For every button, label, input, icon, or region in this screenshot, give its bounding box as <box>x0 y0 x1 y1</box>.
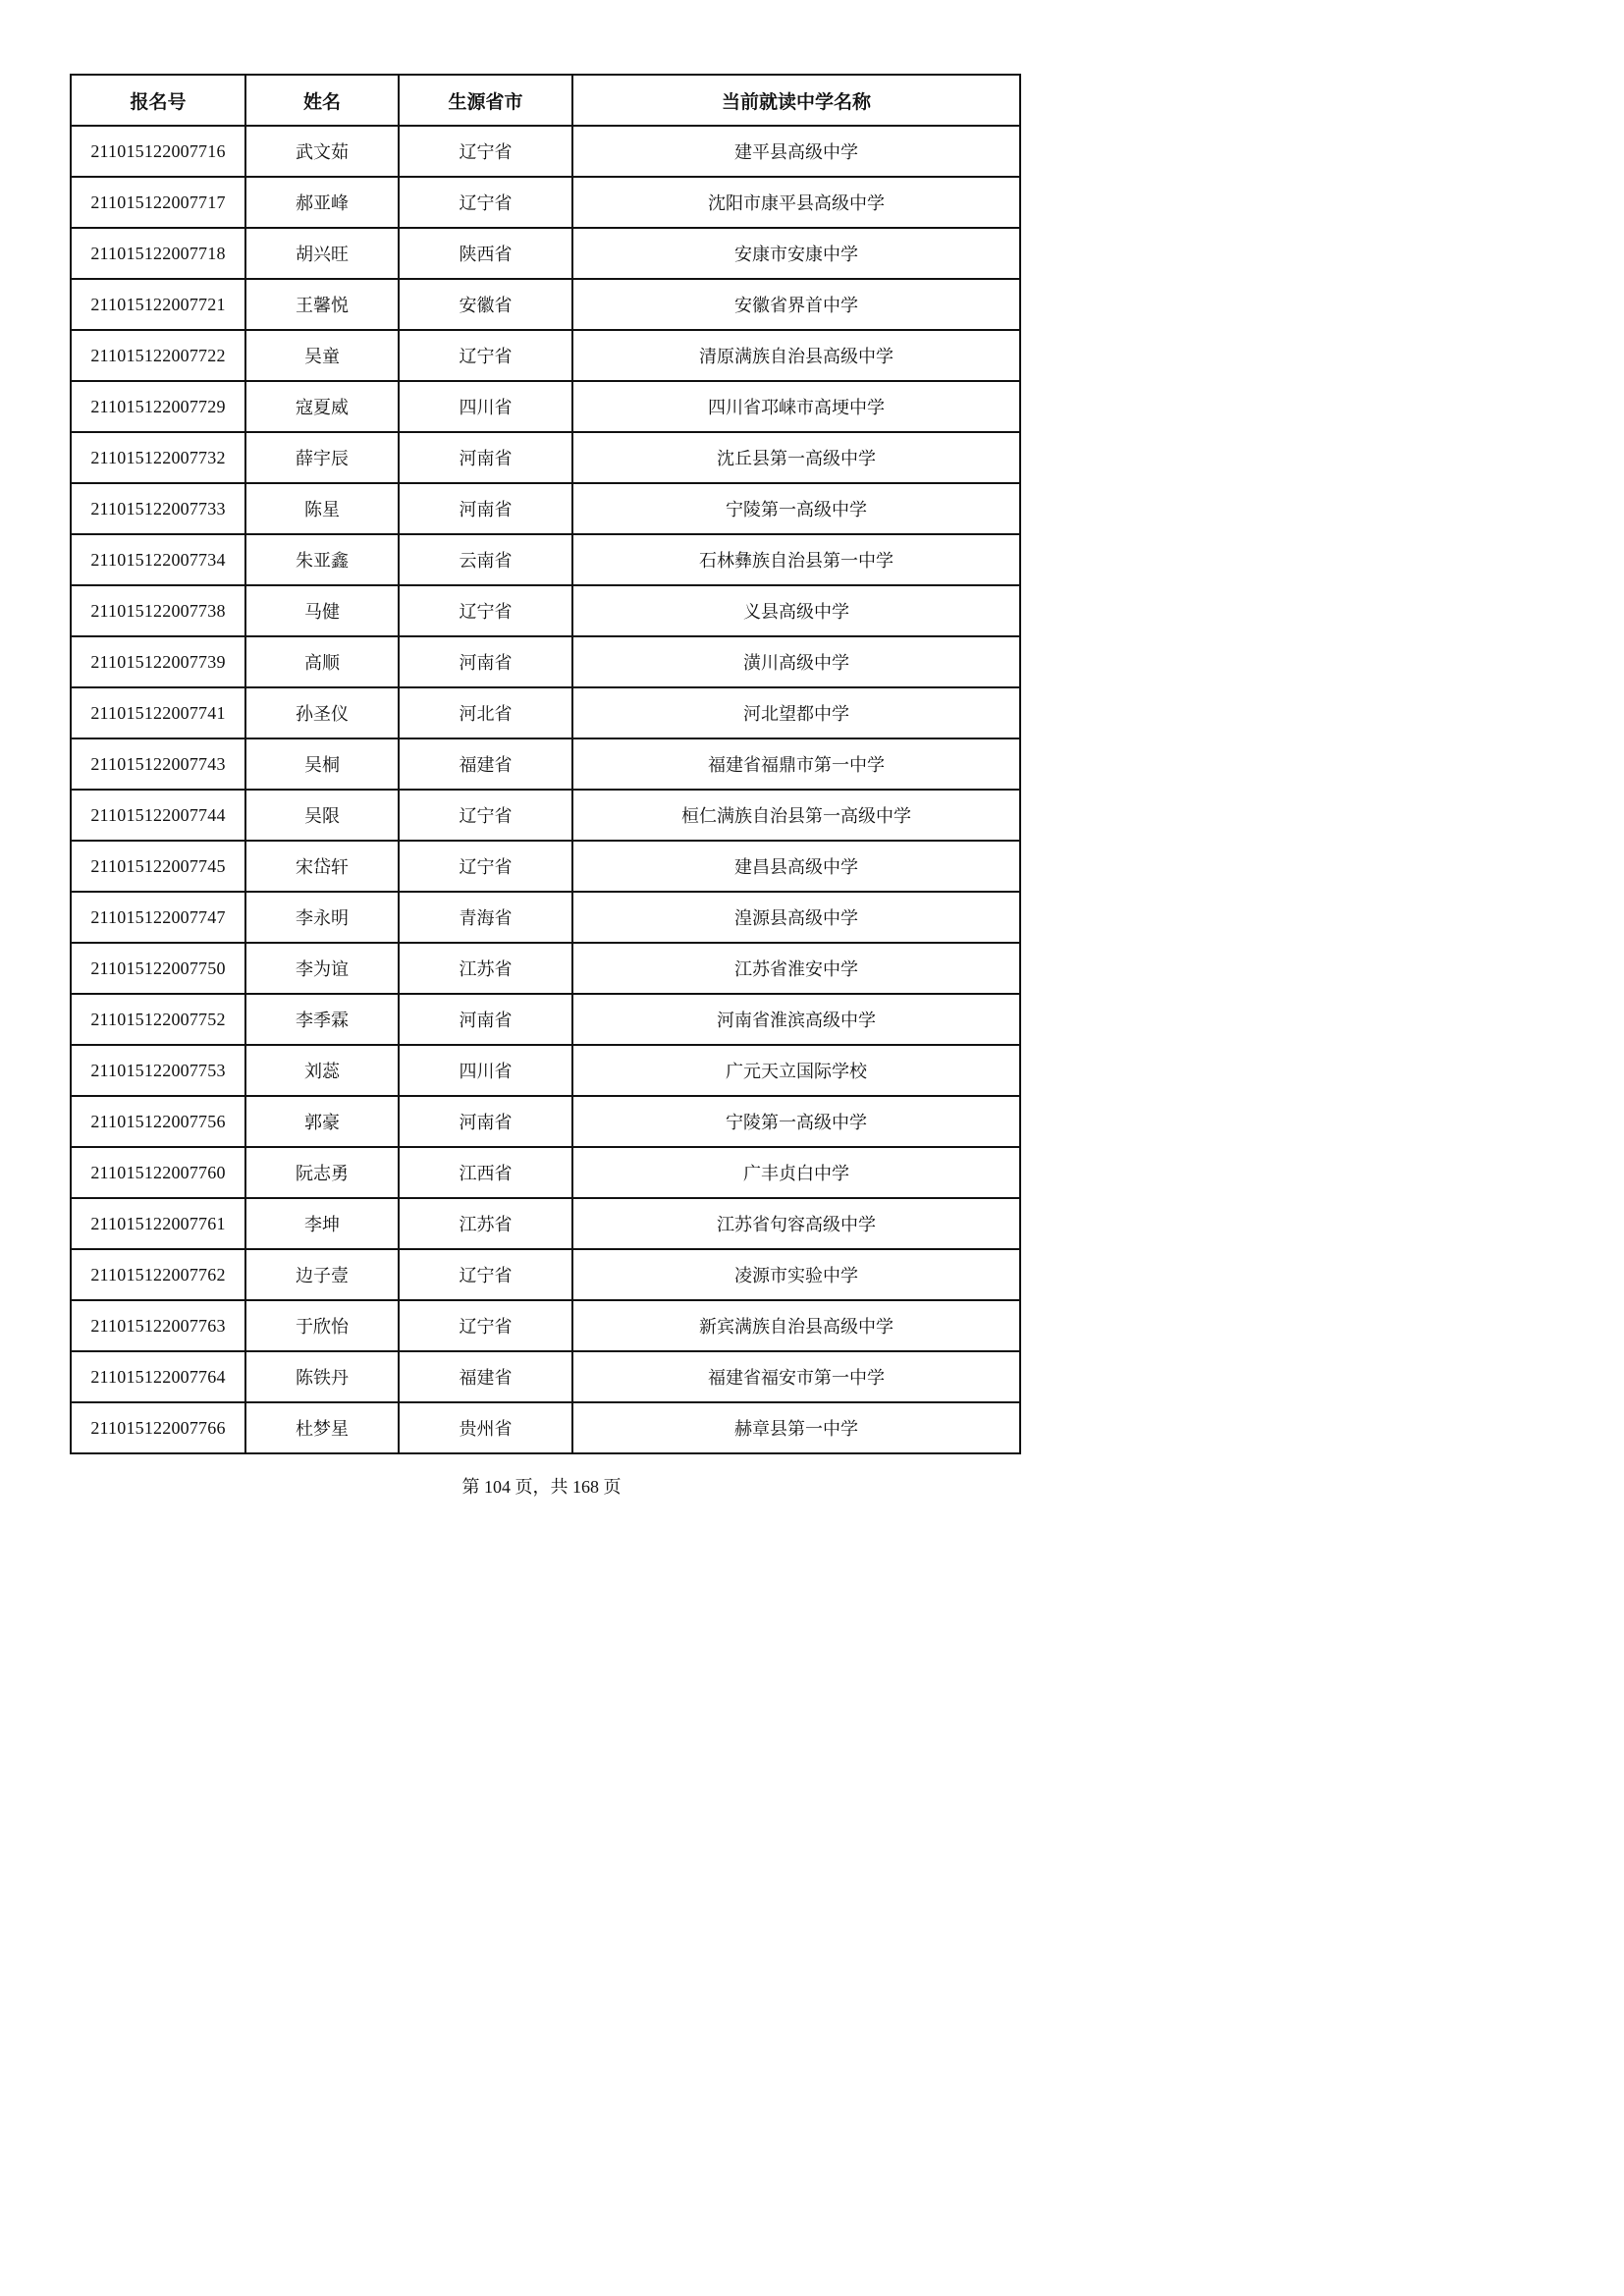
table-body <box>71 126 1020 1453</box>
cell-school: 宁陵第一高级中学 <box>572 1096 1020 1147</box>
cell-name: 陈铁丹 <box>245 1351 399 1402</box>
table-row <box>71 841 1020 892</box>
cell-name: 边子壹 <box>245 1249 399 1300</box>
cell-registration-number: 211015122007752 <box>71 994 245 1045</box>
cell-registration-number: 211015122007717 <box>71 177 245 228</box>
cell-province: 辽宁省 <box>399 790 572 841</box>
cell-registration-number: 211015122007734 <box>71 534 245 585</box>
cell-school: 沈阳市康平县高级中学 <box>572 177 1020 228</box>
cell-name: 朱亚鑫 <box>245 534 399 585</box>
header-registration-number: 报名号 <box>71 75 245 126</box>
cell-registration-number: 211015122007738 <box>71 585 245 636</box>
table-row <box>71 126 1020 177</box>
cell-registration-number: 211015122007741 <box>71 687 245 738</box>
table-row <box>71 1096 1020 1147</box>
cell-school: 福建省福鼎市第一中学 <box>572 738 1020 790</box>
cell-registration-number: 211015122007732 <box>71 432 245 483</box>
cell-name: 李季霖 <box>245 994 399 1045</box>
cell-province: 四川省 <box>399 381 572 432</box>
cell-school: 江苏省句容高级中学 <box>572 1198 1020 1249</box>
cell-registration-number: 211015122007745 <box>71 841 245 892</box>
cell-school: 新宾满族自治县高级中学 <box>572 1300 1020 1351</box>
cell-province: 辽宁省 <box>399 1249 572 1300</box>
page-number-label: 第 104 页，共 168 页 <box>461 1477 622 1497</box>
cell-province: 辽宁省 <box>399 1300 572 1351</box>
cell-school: 建昌县高级中学 <box>572 841 1020 892</box>
table-row <box>71 1351 1020 1402</box>
cell-name: 吴桐 <box>245 738 399 790</box>
cell-school: 安康市安康中学 <box>572 228 1020 279</box>
cell-name: 胡兴旺 <box>245 228 399 279</box>
cell-province: 辽宁省 <box>399 330 572 381</box>
table-row <box>71 687 1020 738</box>
cell-province: 江苏省 <box>399 1198 572 1249</box>
table-row <box>71 432 1020 483</box>
cell-name: 郝亚峰 <box>245 177 399 228</box>
table-header-row <box>71 75 1020 126</box>
table-row <box>71 1300 1020 1351</box>
cell-school: 义县高级中学 <box>572 585 1020 636</box>
cell-province: 辽宁省 <box>399 126 572 177</box>
table-row <box>71 330 1020 381</box>
cell-registration-number: 211015122007747 <box>71 892 245 943</box>
cell-province: 四川省 <box>399 1045 572 1096</box>
registration-table <box>70 74 1021 1454</box>
table-row <box>71 892 1020 943</box>
cell-registration-number: 211015122007729 <box>71 381 245 432</box>
cell-province: 福建省 <box>399 1351 572 1402</box>
cell-name: 宋岱轩 <box>245 841 399 892</box>
cell-registration-number: 211015122007716 <box>71 126 245 177</box>
cell-registration-number: 211015122007753 <box>71 1045 245 1096</box>
cell-school: 凌源市实验中学 <box>572 1249 1020 1300</box>
cell-school: 宁陵第一高级中学 <box>572 483 1020 534</box>
cell-name: 王馨悦 <box>245 279 399 330</box>
cell-name: 阮志勇 <box>245 1147 399 1198</box>
cell-registration-number: 211015122007764 <box>71 1351 245 1402</box>
cell-school: 四川省邛崃市高埂中学 <box>572 381 1020 432</box>
table-row <box>71 483 1020 534</box>
cell-registration-number: 211015122007721 <box>71 279 245 330</box>
cell-province: 河南省 <box>399 432 572 483</box>
cell-province: 辽宁省 <box>399 585 572 636</box>
table-row <box>71 943 1020 994</box>
cell-school: 赫章县第一中学 <box>572 1402 1020 1453</box>
table-row <box>71 534 1020 585</box>
table-row <box>71 381 1020 432</box>
cell-school: 桓仁满族自治县第一高级中学 <box>572 790 1020 841</box>
cell-registration-number: 211015122007762 <box>71 1249 245 1300</box>
table-row <box>71 636 1020 687</box>
cell-name: 寇夏威 <box>245 381 399 432</box>
cell-province: 辽宁省 <box>399 841 572 892</box>
cell-name: 吴限 <box>245 790 399 841</box>
cell-registration-number: 211015122007761 <box>71 1198 245 1249</box>
cell-name: 高顺 <box>245 636 399 687</box>
cell-school: 石林彝族自治县第一中学 <box>572 534 1020 585</box>
table-row <box>71 738 1020 790</box>
registration-table-container <box>70 74 1019 1454</box>
cell-name: 刘蕊 <box>245 1045 399 1096</box>
cell-province: 福建省 <box>399 738 572 790</box>
cell-registration-number: 211015122007739 <box>71 636 245 687</box>
cell-province: 江苏省 <box>399 943 572 994</box>
cell-school: 广丰贞白中学 <box>572 1147 1020 1198</box>
table-row <box>71 177 1020 228</box>
cell-registration-number: 211015122007718 <box>71 228 245 279</box>
cell-name: 马健 <box>245 585 399 636</box>
table-row <box>71 1249 1020 1300</box>
cell-province: 云南省 <box>399 534 572 585</box>
cell-name: 于欣怡 <box>245 1300 399 1351</box>
table-row <box>71 1045 1020 1096</box>
cell-province: 青海省 <box>399 892 572 943</box>
cell-province: 陕西省 <box>399 228 572 279</box>
cell-province: 河南省 <box>399 636 572 687</box>
cell-registration-number: 211015122007750 <box>71 943 245 994</box>
cell-province: 辽宁省 <box>399 177 572 228</box>
cell-name: 郭豪 <box>245 1096 399 1147</box>
cell-province: 河南省 <box>399 994 572 1045</box>
cell-name: 李坤 <box>245 1198 399 1249</box>
cell-registration-number: 211015122007760 <box>71 1147 245 1198</box>
header-name: 姓名 <box>245 75 399 126</box>
table-row <box>71 1147 1020 1198</box>
cell-school: 广元天立国际学校 <box>572 1045 1020 1096</box>
cell-school: 潢川高级中学 <box>572 636 1020 687</box>
cell-province: 贵州省 <box>399 1402 572 1453</box>
cell-name: 李为谊 <box>245 943 399 994</box>
cell-name: 李永明 <box>245 892 399 943</box>
table-row <box>71 279 1020 330</box>
page-footer <box>0 1473 1083 1499</box>
cell-name: 孙圣仪 <box>245 687 399 738</box>
cell-province: 河南省 <box>399 483 572 534</box>
cell-registration-number: 211015122007744 <box>71 790 245 841</box>
cell-school: 河南省淮滨高级中学 <box>572 994 1020 1045</box>
cell-registration-number: 211015122007722 <box>71 330 245 381</box>
cell-province: 江西省 <box>399 1147 572 1198</box>
header-province: 生源省市 <box>399 75 572 126</box>
table-row <box>71 790 1020 841</box>
table-row <box>71 1198 1020 1249</box>
cell-school: 建平县高级中学 <box>572 126 1020 177</box>
cell-registration-number: 211015122007743 <box>71 738 245 790</box>
cell-name: 杜梦星 <box>245 1402 399 1453</box>
cell-registration-number: 211015122007733 <box>71 483 245 534</box>
cell-school: 湟源县高级中学 <box>572 892 1020 943</box>
cell-school: 沈丘县第一高级中学 <box>572 432 1020 483</box>
cell-name: 陈星 <box>245 483 399 534</box>
cell-province: 安徽省 <box>399 279 572 330</box>
cell-registration-number: 211015122007763 <box>71 1300 245 1351</box>
cell-name: 吴童 <box>245 330 399 381</box>
cell-school: 安徽省界首中学 <box>572 279 1020 330</box>
cell-name: 薛宇辰 <box>245 432 399 483</box>
cell-school: 清原满族自治县高级中学 <box>572 330 1020 381</box>
cell-province: 河南省 <box>399 1096 572 1147</box>
cell-school: 江苏省淮安中学 <box>572 943 1020 994</box>
cell-school: 河北望都中学 <box>572 687 1020 738</box>
cell-registration-number: 211015122007766 <box>71 1402 245 1453</box>
table-row <box>71 228 1020 279</box>
cell-registration-number: 211015122007756 <box>71 1096 245 1147</box>
table-row <box>71 994 1020 1045</box>
cell-province: 河北省 <box>399 687 572 738</box>
cell-school: 福建省福安市第一中学 <box>572 1351 1020 1402</box>
table-row <box>71 585 1020 636</box>
table-row <box>71 1402 1020 1453</box>
header-school: 当前就读中学名称 <box>572 75 1020 126</box>
cell-name: 武文茹 <box>245 126 399 177</box>
